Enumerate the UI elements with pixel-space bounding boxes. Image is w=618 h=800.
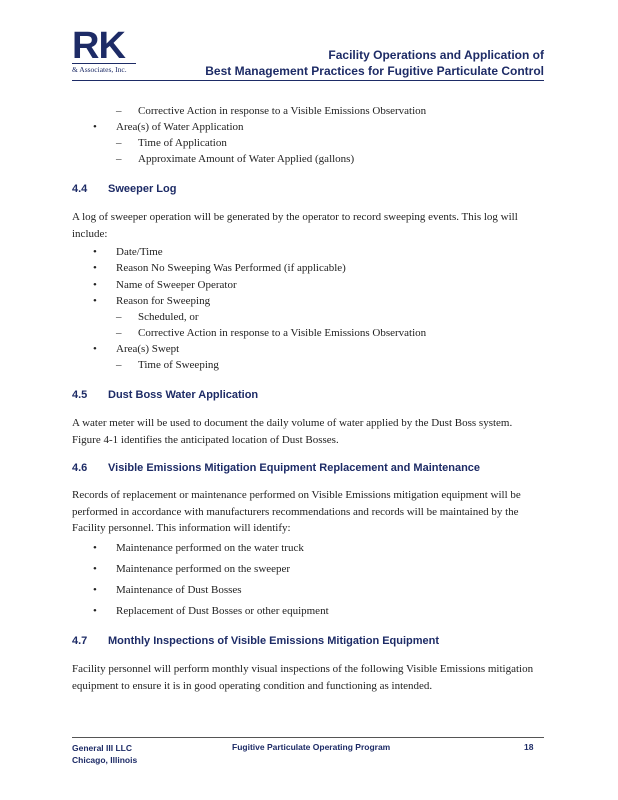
section-title: Visible Emissions Mitigation Equipment Replacement and Maintenance xyxy=(108,462,481,474)
paragraph-line: Figure 4-1 identifies the anticipated location of Dust Bosses. xyxy=(72,433,339,446)
footer-page-number: 18 xyxy=(524,742,534,752)
footer-city: Chicago, Illinois xyxy=(72,755,138,765)
header-title-line2: Best Management Practices for Fugitive Particulate Control xyxy=(205,64,544,78)
list-item xyxy=(93,540,304,557)
paragraph-line: performed in accordance with manufacturers recommendations and records will be maintained by the xyxy=(72,505,519,518)
logo-mark: RK xyxy=(72,25,125,67)
section-number: 4.7 xyxy=(72,635,88,647)
list-item-text: Reason for Sweeping xyxy=(116,295,211,307)
list-item-text: Maintenance performed on the sweeper xyxy=(116,563,291,575)
dash-marker: – xyxy=(116,327,122,339)
list-item-text: Date/Time xyxy=(116,246,163,258)
section-heading-4-6 xyxy=(72,462,480,474)
dash-marker: – xyxy=(116,359,122,371)
footer-company-block xyxy=(72,742,137,766)
list-item xyxy=(93,582,242,599)
list-item-text: Time of Application xyxy=(138,137,227,149)
list-item xyxy=(93,244,163,261)
list-item-text: Maintenance of Dust Bosses xyxy=(116,584,242,596)
paragraph-line: Facility personnel will perform monthly visual inspections of the following Visible Emissions mitigation xyxy=(72,663,534,675)
dash-marker: – xyxy=(116,153,122,165)
section-title: Sweeper Log xyxy=(108,183,177,195)
list-item xyxy=(116,135,227,152)
company-logo xyxy=(72,25,136,74)
paragraph-line: include: xyxy=(72,227,108,240)
section-heading-4-5 xyxy=(72,389,258,401)
dash-marker: – xyxy=(116,137,122,149)
bullet-marker: • xyxy=(93,279,97,291)
bullet-marker: • xyxy=(93,121,97,133)
dash-marker: – xyxy=(116,311,122,323)
list-item-text: Area(s) of Water Application xyxy=(116,121,244,133)
paragraph-line: A water meter will be used to document the daily volume of water applied by the Dust Boss system. xyxy=(72,417,513,429)
footer-program: Fugitive Particulate Operating Program xyxy=(232,742,391,752)
list-item xyxy=(93,277,237,294)
list-item xyxy=(93,341,179,358)
list-item-text: Time of Sweeping xyxy=(138,359,219,371)
bullet-marker: • xyxy=(93,542,97,554)
bullet-marker: • xyxy=(93,584,97,596)
header-rule xyxy=(72,80,544,81)
list-item-text: Reason No Sweeping Was Performed (if applicable) xyxy=(116,262,346,274)
section-number: 4.6 xyxy=(72,462,88,474)
list-item-text: Area(s) Swept xyxy=(116,343,180,355)
list-item xyxy=(93,119,244,136)
bullet-marker: • xyxy=(93,605,97,617)
section-heading-4-7 xyxy=(72,635,439,647)
list-item-text: Name of Sweeper Operator xyxy=(116,279,237,291)
paragraph xyxy=(72,487,542,537)
paragraph-line: Facility personnel. This information will identify: xyxy=(72,522,291,534)
list-item xyxy=(93,293,210,310)
section-number: 4.4 xyxy=(72,183,88,195)
paragraph-line: Records of replacement or maintenance performed on Visible Emissions mitigation equipment will be xyxy=(72,489,521,501)
list-item-text: Scheduled, or xyxy=(138,311,199,323)
paragraph-line: A log of sweeper operation will be generated by the operator to record sweeping events. This log will xyxy=(72,211,518,223)
list-item xyxy=(116,309,198,326)
bullet-marker: • xyxy=(93,343,97,355)
bullet-marker: • xyxy=(93,262,97,274)
section-number: 4.5 xyxy=(72,389,88,401)
list-item xyxy=(116,357,219,374)
list-item xyxy=(93,561,290,578)
logo-subtitle: & Associates, Inc. xyxy=(72,63,136,74)
paragraph xyxy=(72,209,542,242)
footer-rule xyxy=(72,737,544,738)
footer-company: General III LLC xyxy=(72,743,132,753)
list-item xyxy=(116,325,426,342)
paragraph xyxy=(72,661,542,694)
header-title-line1: Facility Operations and Application of xyxy=(328,48,544,62)
dash-marker: – xyxy=(116,105,122,117)
list-item-text: Maintenance performed on the water truck xyxy=(116,542,304,554)
paragraph xyxy=(72,415,542,448)
paragraph-line: equipment to ensure it is in good operating condition and functioning as intended. xyxy=(72,679,433,692)
list-item xyxy=(93,260,346,277)
list-item xyxy=(93,603,329,620)
list-item-text: Corrective Action in response to a Visible Emissions Observation xyxy=(138,327,427,339)
header-title xyxy=(205,47,544,79)
list-item-text: Approximate Amount of Water Applied (gallons) xyxy=(138,153,355,165)
list-item-text: Corrective Action in response to a Visible Emissions Observation xyxy=(138,105,427,117)
section-title: Dust Boss Water Application xyxy=(108,389,259,401)
bullet-marker: • xyxy=(93,295,97,307)
section-heading-4-4 xyxy=(72,183,176,195)
bullet-marker: • xyxy=(93,246,97,258)
section-title: Monthly Inspections of Visible Emissions Mitigation Equipment xyxy=(108,635,440,647)
list-item xyxy=(116,151,354,168)
bullet-marker: • xyxy=(93,563,97,575)
list-item-text: Replacement of Dust Bosses or other equipment xyxy=(116,605,329,617)
list-item xyxy=(116,103,426,120)
